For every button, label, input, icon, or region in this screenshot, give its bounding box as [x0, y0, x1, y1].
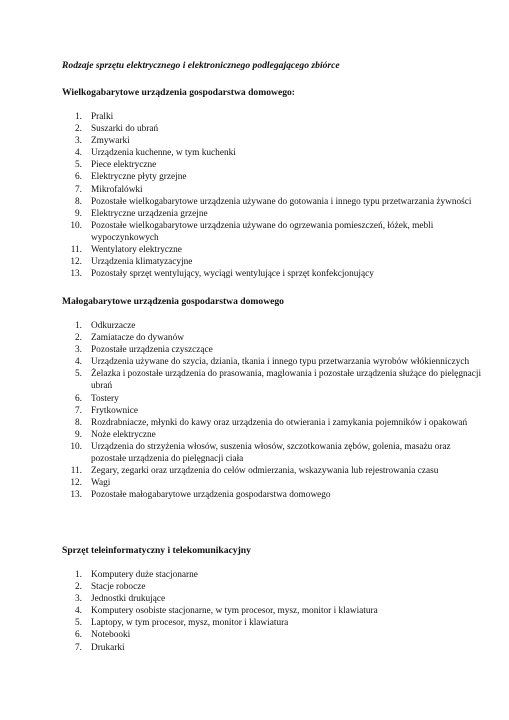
item-list: [62, 320, 482, 501]
list-item: 5. Piece elektryczne: [75, 160, 157, 171]
list-item: 4. Urządzenia używane do szycia, dziania, tkania i innego typu przetwarzania wyrobów włókienniczych: [75, 357, 470, 368]
list-item: 1. Pralki: [75, 112, 114, 122]
list-item: 1. Odkurzacze: [75, 321, 136, 331]
list-item: 7. Drukarki: [75, 642, 125, 653]
item-list: [62, 569, 482, 654]
list-item: 6. Notebooki: [75, 630, 131, 641]
list-item: 6. Tostery: [75, 393, 119, 404]
list-item: 10. Urządzenia do strzyżenia włosów, suszenia włosów, szczotkowania zębów, golenia, masażu oraz pozostałe urządzenia do pielęgnacji ciała: [70, 441, 451, 465]
document-title: Rodzaje sprzętu elektrycznego i elektronicznego podlegającego zbiórce: [62, 60, 340, 71]
list-item: 3. Jednostki drukujące: [75, 594, 166, 605]
section-heading: Wielkogabarytowe urządzenia gospodarstwa domowego:: [62, 87, 295, 98]
section-small-appliances: [62, 296, 482, 501]
list-item: 3. Pozostałe urządzenia czyszczące: [75, 345, 213, 356]
list-item: 2. Stacje robocze: [75, 582, 146, 593]
list-item: 1. Komputery duże stacjonarne: [75, 570, 198, 580]
list-item: 11. Zegary, zegarki oraz urządzenia do celów odmierzania, wskazywania lub rejestrowania czasu: [70, 466, 439, 477]
section-heading: Małogabarytowe urządzenia gospodarstwa domowego: [62, 296, 284, 307]
list-item: 12. Wagi: [70, 478, 111, 489]
list-item: 2. Suszarki do ubrań: [75, 124, 159, 135]
list-item: 5. Laptopy, w tym procesor, mysz, monitor i klawiatura: [75, 618, 289, 629]
list-item: 7. Frytkownice: [75, 405, 138, 416]
item-list: [62, 111, 482, 280]
list-item: 7. Mikrofalówki: [75, 184, 143, 195]
list-item: 13. Pozostałe małogabarytowe urządzenia gospodarstwa domowego: [70, 490, 331, 501]
list-item: 8. Rozdrabniacze, młynki do kawy oraz urządzenia do otwierania i zamykania pojemników i opakowań: [75, 417, 468, 428]
section-large-appliances: [62, 87, 482, 280]
list-item: 2. Zamiatacze do dywanów: [75, 333, 184, 344]
list-item: 13. Pozostały sprzęt wentylujący, wyciągi wentylujące i sprzęt konfekcjonujący: [70, 269, 374, 280]
list-item: 9. Noże elektryczne: [75, 429, 156, 440]
list-item: 8. Pozostałe wielkogabarytowe urządzenia używane do gotowania i innego typu przetwarzania żywności: [75, 196, 472, 207]
list-item: 3. Zmywarki: [75, 136, 130, 147]
list-item: 9. Elektryczne urządzenia grzejne: [75, 208, 208, 219]
list-item: 12. Urządzenia klimatyzacyjne: [70, 257, 193, 268]
list-item: 5. Żelazka i pozostałe urządzenia do prasowania, maglowania i pozostałe urządzenia służące do pielęgnacji ubrań: [75, 369, 482, 392]
list-item: 6. Elektryczne płyty grzejne: [75, 172, 187, 183]
list-item: 4. Komputery osobiste stacjonarne, w tym procesor, mysz, monitor i klawiatura: [75, 606, 378, 617]
list-item: 4. Urządzenia kuchenne, w tym kuchenki: [75, 148, 236, 159]
list-item: 11. Wentylatory elektryczne: [70, 245, 182, 256]
section-heading: Sprzęt teleinformatyczny i telekomunikacyjny: [62, 545, 251, 556]
list-item: 10. Pozostałe wielkogabarytowe urządzenia używane do ogrzewania pomieszczeń, łóżek, mebli wypoczynkowych: [70, 220, 434, 243]
section-it-telecom: [62, 545, 482, 654]
